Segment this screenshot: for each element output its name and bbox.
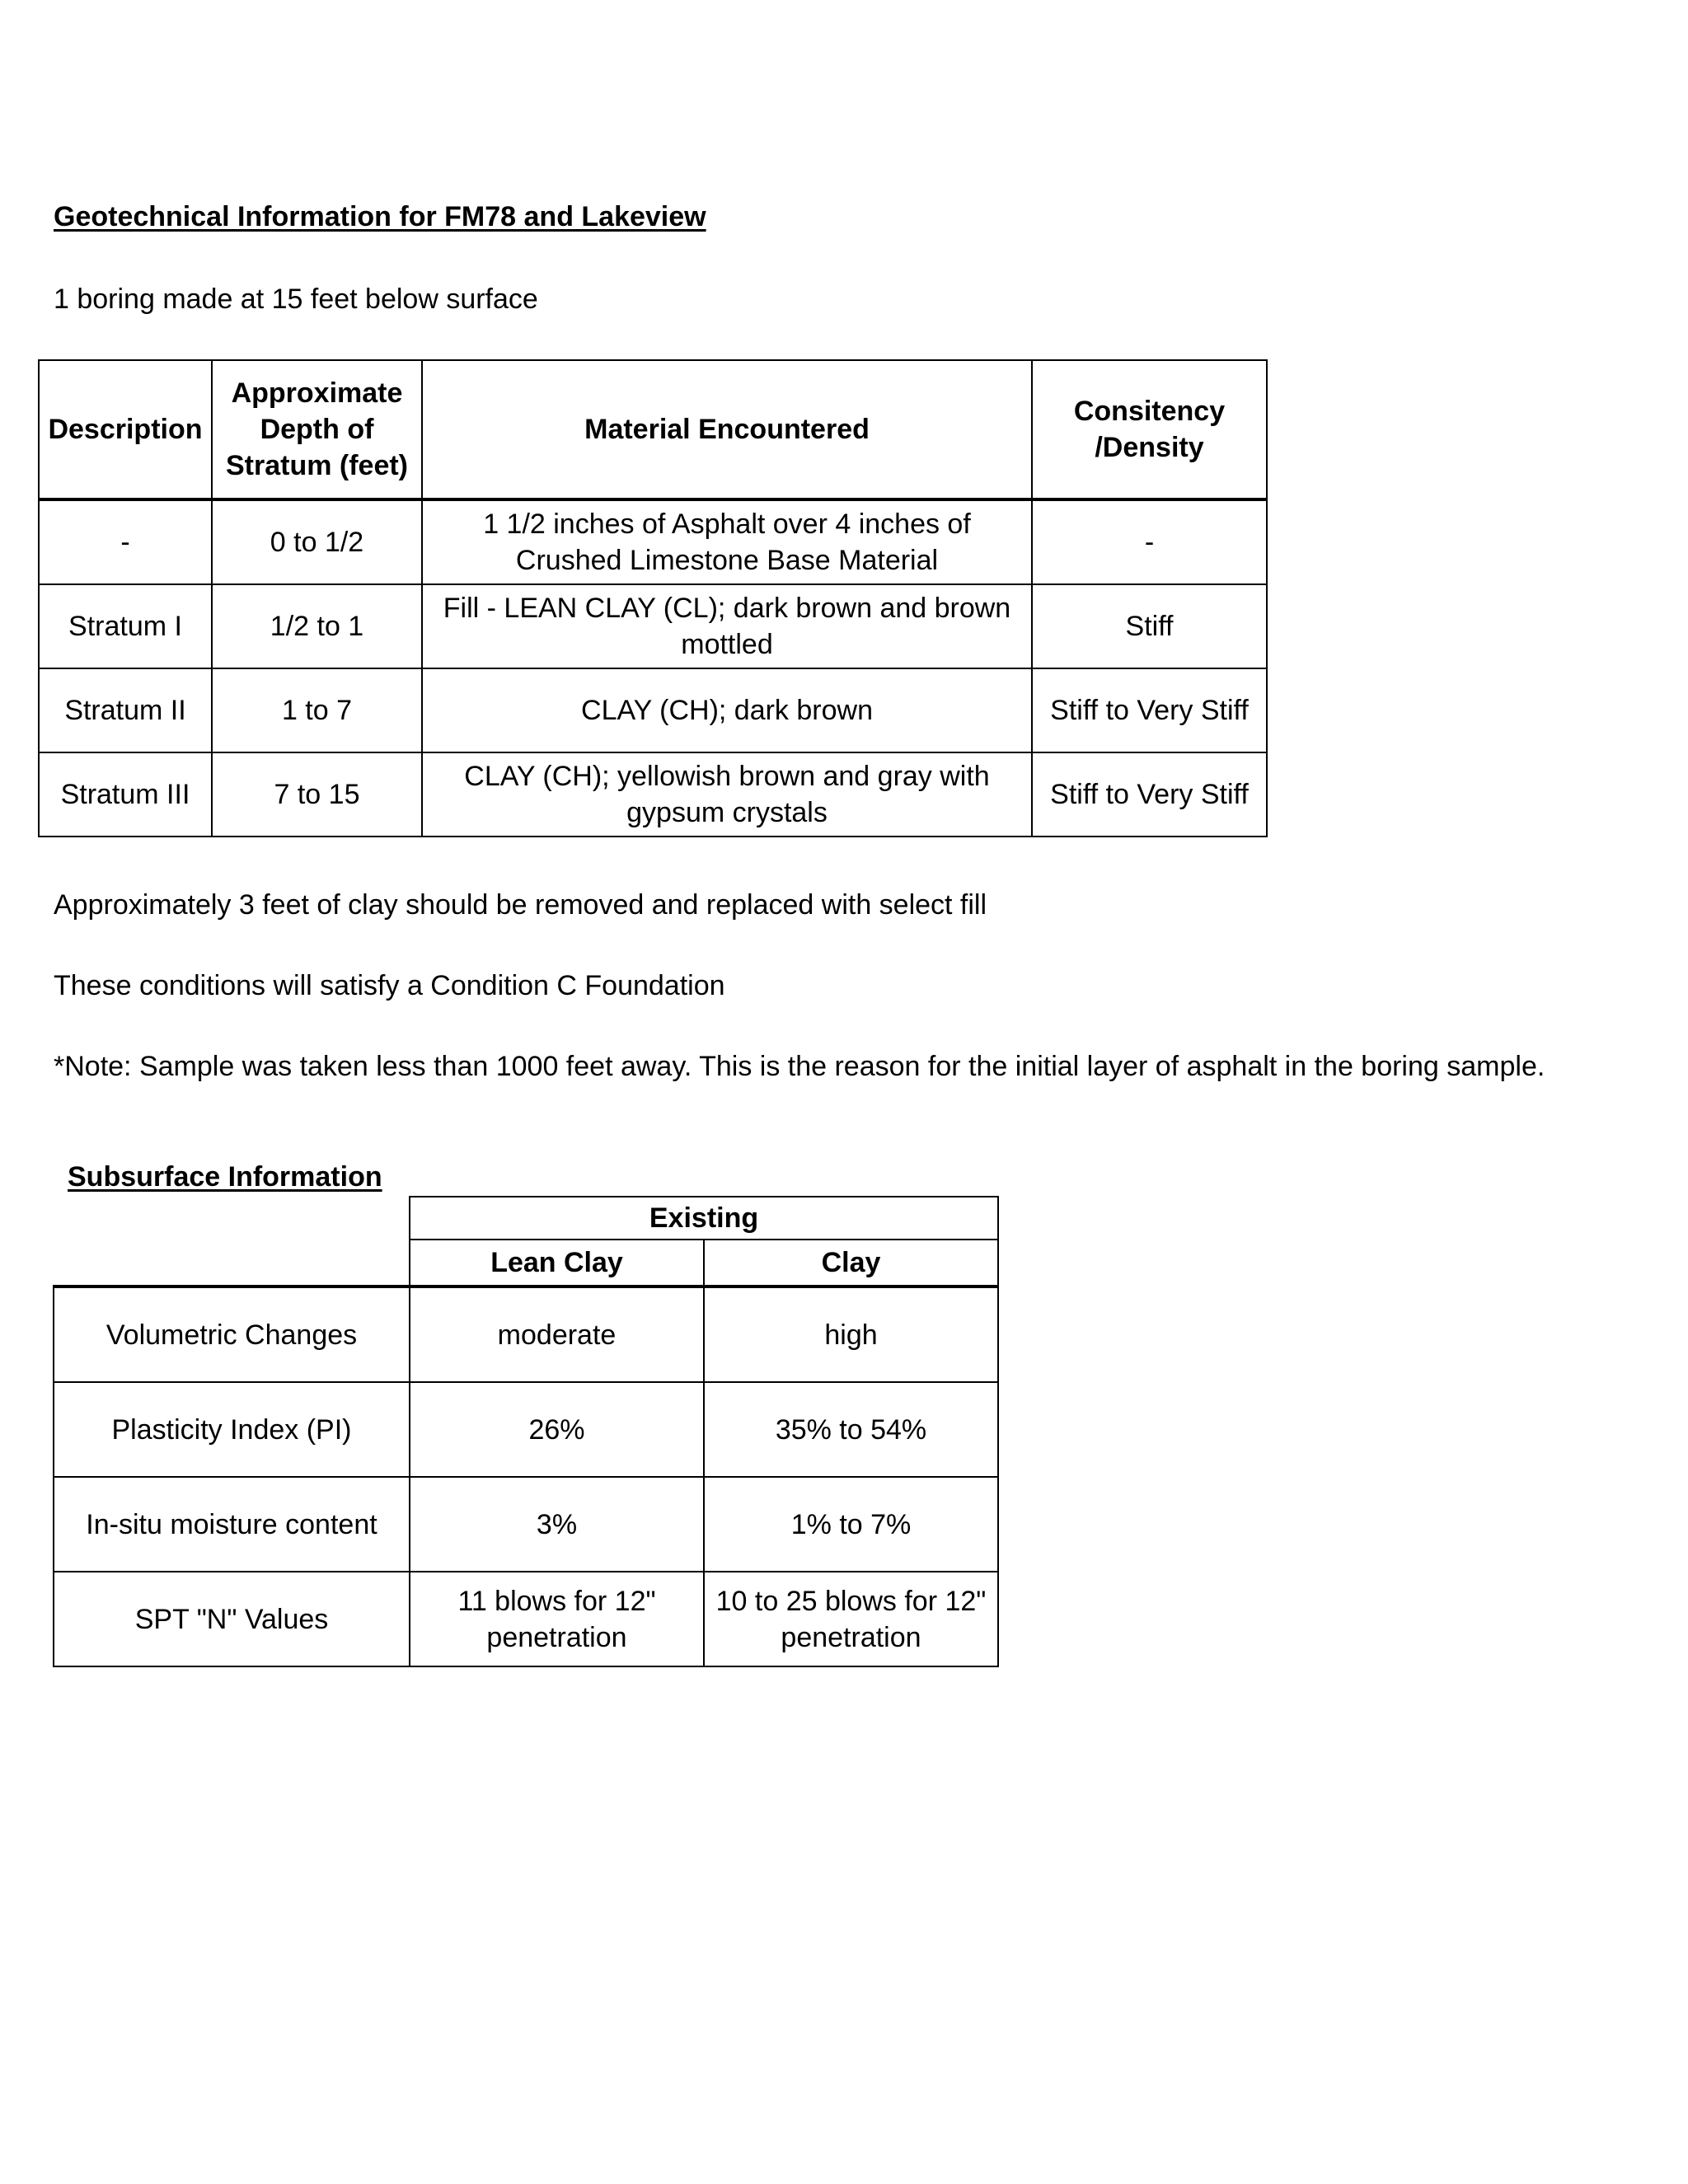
cell-clay: high (704, 1286, 998, 1382)
cell-material: Fill - LEAN CLAY (CL); dark brown and brown mottled (422, 584, 1032, 668)
stratum-table-header (39, 360, 1267, 499)
cell-consistency: Stiff (1032, 584, 1267, 668)
cell-consistency: Stiff to Very Stiff (1032, 752, 1267, 837)
blank-cell (54, 1197, 410, 1240)
cell-description: - (39, 499, 212, 584)
table-row (39, 752, 1267, 837)
subsurface-header-row (54, 1240, 998, 1286)
stratum-table (38, 359, 1268, 837)
page-title: Geotechnical Information for FM78 and Lakeview (54, 201, 706, 232)
table-row (54, 1477, 998, 1572)
table-row (39, 584, 1267, 668)
cell-description: Stratum I (39, 584, 212, 668)
cell-label: In-situ moisture content (54, 1477, 410, 1572)
subsurface-title: Subsurface Information (68, 1161, 382, 1193)
header-existing: Existing (410, 1197, 998, 1240)
cell-depth: 1 to 7 (212, 668, 422, 752)
cell-label: SPT "N" Values (54, 1572, 410, 1666)
subsurface-table (53, 1196, 999, 1667)
cell-description: Stratum II (39, 668, 212, 752)
cell-lean-clay: 3% (410, 1477, 704, 1572)
cell-lean-clay: 11 blows for 12" penetration (410, 1572, 704, 1666)
cell-material: CLAY (CH); dark brown (422, 668, 1032, 752)
cell-depth: 1/2 to 1 (212, 584, 422, 668)
table-row (39, 499, 1267, 584)
cell-depth: 7 to 15 (212, 752, 422, 837)
cell-description: Stratum III (39, 752, 212, 837)
boring-summary: 1 boring made at 15 feet below surface (54, 284, 538, 315)
header-depth: Approximate Depth of Stratum (feet) (212, 360, 422, 499)
note-sample: *Note: Sample was taken less than 1000 feet away. This is the reason for the initial layer of asphalt in the boring sample. (54, 1051, 1545, 1082)
header-material: Material Encountered (422, 360, 1032, 499)
table-row (54, 1572, 998, 1666)
cell-consistency: Stiff to Very Stiff (1032, 668, 1267, 752)
cell-depth: 0 to 1/2 (212, 499, 422, 584)
header-lean-clay: Lean Clay (410, 1240, 704, 1286)
cell-lean-clay: moderate (410, 1286, 704, 1382)
cell-label: Volumetric Changes (54, 1286, 410, 1382)
table-row (54, 1382, 998, 1477)
header-consistency: Consitency /Density (1032, 360, 1267, 499)
blank-cell (54, 1240, 410, 1286)
header-description: Description (39, 360, 212, 499)
cell-label: Plasticity Index (PI) (54, 1382, 410, 1477)
note-clay-removal: Approximately 3 feet of clay should be removed and replaced with select fill (54, 889, 987, 921)
cell-clay: 35% to 54% (704, 1382, 998, 1477)
cell-consistency: - (1032, 499, 1267, 584)
header-clay: Clay (704, 1240, 998, 1286)
cell-clay: 1% to 7% (704, 1477, 998, 1572)
cell-material: 1 1/2 inches of Asphalt over 4 inches of Crushed Limestone Base Material (422, 499, 1032, 584)
note-foundation: These conditions will satisfy a Condition C Foundation (54, 970, 725, 1001)
table-row (54, 1286, 998, 1382)
table-row (39, 668, 1267, 752)
cell-clay: 10 to 25 blows for 12" penetration (704, 1572, 998, 1666)
cell-material: CLAY (CH); yellowish brown and gray with gypsum crystals (422, 752, 1032, 837)
cell-lean-clay: 26% (410, 1382, 704, 1477)
subsurface-group-header-row (54, 1197, 998, 1240)
